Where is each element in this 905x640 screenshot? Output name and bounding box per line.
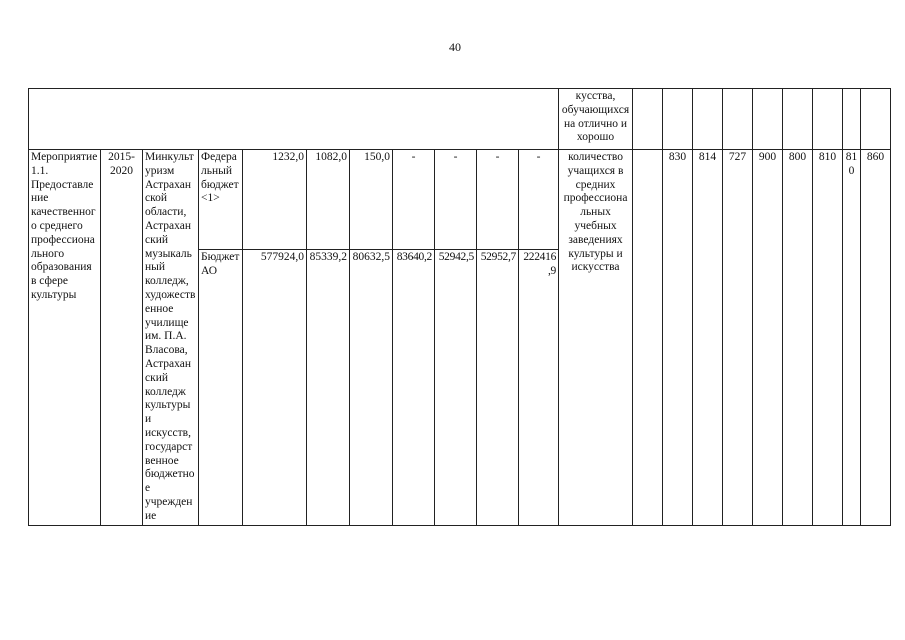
indicator-unit-cell — [633, 150, 663, 526]
continuation-blank-cell — [29, 89, 559, 150]
empty-cell — [723, 89, 753, 150]
table-row — [29, 150, 891, 250]
indicator-value: 810 — [843, 150, 861, 526]
empty-cell — [633, 89, 663, 150]
indicator-value: 810 — [813, 150, 843, 526]
event-executor: Минкультуризм Астраханской области, Астраханский музыкальный колледж, художественное училище им. П.А. Власова, Астраханский колледж культуры и искусств, государственное бюджетное учреждение — [143, 150, 199, 526]
funding-value: 52952,7 — [477, 249, 519, 525]
funding-value: 80632,5 — [350, 249, 393, 525]
empty-cell — [753, 89, 783, 150]
funding-value: - — [393, 150, 435, 250]
empty-cell — [663, 89, 693, 150]
indicator-value: 727 — [723, 150, 753, 526]
empty-cell — [693, 89, 723, 150]
indicator-name: количество учащихся в средних профессиональных учебных заведениях культуры и искусства — [559, 150, 633, 526]
indicator-value: 900 — [753, 150, 783, 526]
funding-value: 85339,2 — [307, 249, 350, 525]
continuation-row — [29, 89, 891, 150]
funding-value: - — [435, 150, 477, 250]
funding-value: 222416,9 — [519, 249, 559, 525]
indicator-value: 860 — [861, 150, 891, 526]
funding-value: 577924,0 — [243, 249, 307, 525]
empty-cell — [861, 89, 891, 150]
funding-value: - — [477, 150, 519, 250]
indicator-value: 814 — [693, 150, 723, 526]
funding-value: 1232,0 — [243, 150, 307, 250]
funding-source: Бюджет АО — [199, 249, 243, 525]
indicator-value: 800 — [783, 150, 813, 526]
empty-cell — [783, 89, 813, 150]
funding-value: - — [519, 150, 559, 250]
event-name: Мероприятие 1.1. Предоставление качественного среднего профессионального образования в сфере культуры — [29, 150, 101, 526]
page-number: 40 — [449, 40, 461, 54]
program-table — [28, 88, 891, 526]
funding-source: Федеральный бюджет <1> — [199, 150, 243, 250]
funding-value: 52942,5 — [435, 249, 477, 525]
empty-cell — [843, 89, 861, 150]
funding-value: 150,0 — [350, 150, 393, 250]
event-period: 2015-2020 — [101, 150, 143, 526]
indicator-continuation: кусства, обучающихся на отлично и хорошо — [559, 89, 633, 150]
empty-cell — [813, 89, 843, 150]
funding-value: 83640,2 — [393, 249, 435, 525]
indicator-value: 830 — [663, 150, 693, 526]
funding-value: 1082,0 — [307, 150, 350, 250]
